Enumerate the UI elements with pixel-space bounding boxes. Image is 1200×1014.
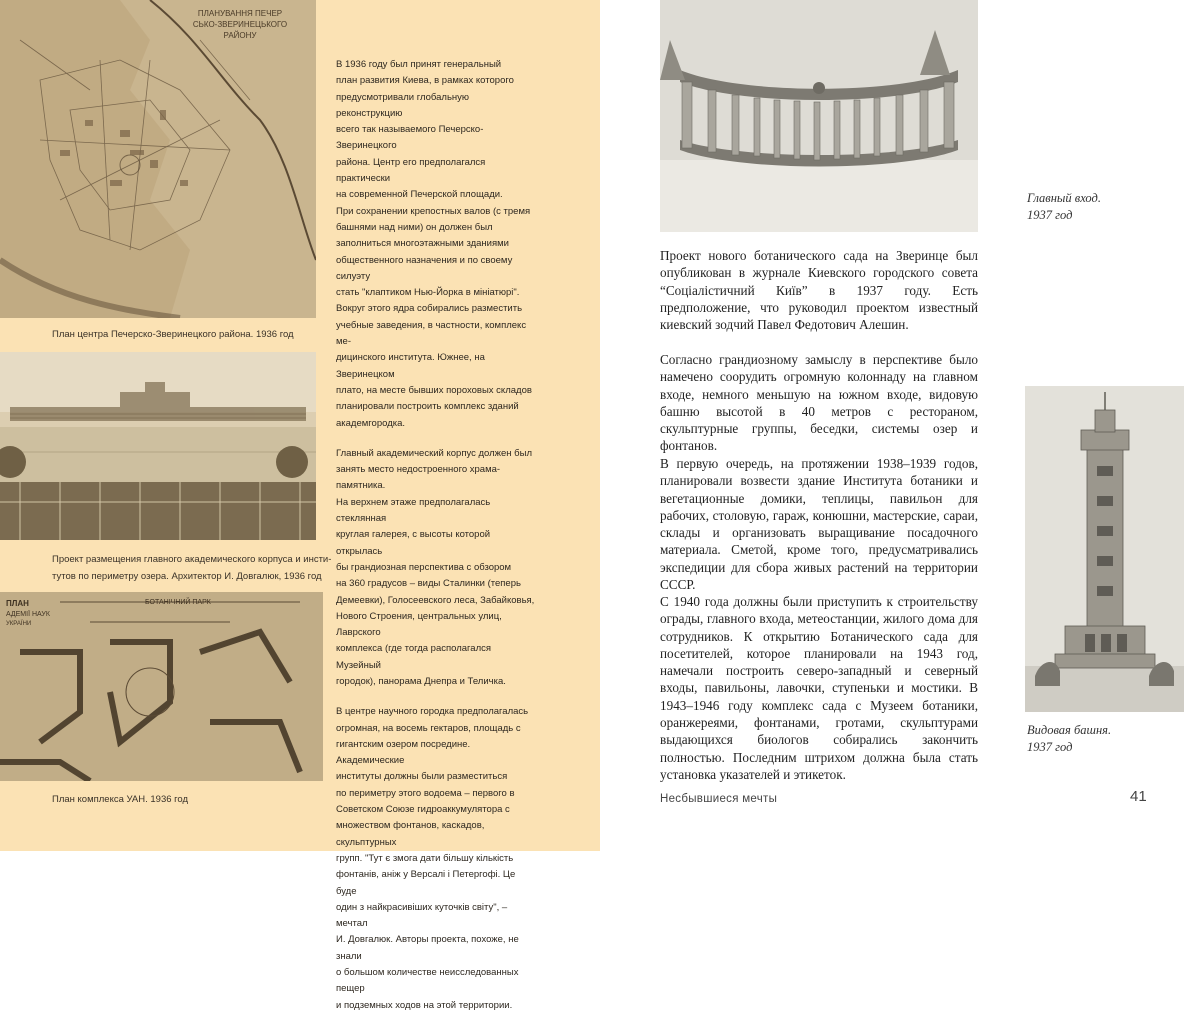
map-pechersk-district-svg: [0, 0, 316, 318]
left-text-line: гигантским озером посредине. Академические: [336, 738, 471, 767]
main-entrance-colonnade-image: [660, 0, 978, 232]
left-text-line: бы грандиозная перспектива с обзором: [336, 561, 512, 573]
uan-label-2: АДЕМІЇ НАУК: [6, 611, 50, 618]
tower-svg: [1025, 386, 1184, 712]
left-text-line: стать "клаптиком Нью-Йорка в мініатюрі".: [336, 287, 520, 299]
caption-academic-corpus-line-2: тутов по периметру озера. Архитектор И. Довгалюк, 1936 год: [52, 571, 322, 582]
caption-main-entrance-line-1: Главный вход.: [1027, 191, 1101, 205]
left-text-line: и подземных ходов на этой территории.: [336, 999, 513, 1011]
academic-corpus-svg: [0, 352, 316, 540]
left-text-line: занять место недостроенного храма-памятника.: [336, 464, 501, 492]
left-text-line: При сохранении крепостных валов (с тремя: [336, 205, 531, 217]
left-text-line: Вокруг этого ядра собирались разместить: [336, 303, 523, 315]
left-text-line: академгородка.: [336, 417, 406, 429]
left-text-line: всего так называемого Печерско-Зверинецкого: [336, 124, 484, 152]
left-text-line: В центре научного городка предполагалась: [336, 706, 529, 718]
left-text-line: на современной Печерской площади.: [336, 189, 503, 201]
uan-label-1: ПЛАН: [6, 599, 29, 608]
left-text-line: плато, на месте бывших пороховых складов: [336, 384, 532, 396]
left-text-line: по периметру этого водоема – первого в: [336, 787, 515, 799]
right-paragraph-2: [660, 351, 978, 455]
right-paragraph-4: [660, 593, 978, 783]
left-text-line: огромная, на восемь гектаров, площадь с: [336, 722, 521, 734]
left-text-line: На верхнем этаже предполагалась стеклянная: [336, 496, 491, 525]
right-paragraph-1: [660, 247, 978, 333]
left-text-line: групп. "Тут є змога дати більшу кількість: [336, 852, 514, 864]
left-text-line: городок), панорама Днепра и Теличка.: [336, 675, 506, 687]
caption-academic-corpus-line-1: Проект размещения главного академического корпуса и инсти-: [52, 554, 332, 565]
left-text-line: дицинского института. Южнее, на Зверинецком: [336, 352, 485, 380]
right-paragraph-text: Согласно грандиозному замыслу в перспективе было намечено соорудить огромную колоннаду на главном входе, немного меньшую на южном входе, видовую башню высотой в 40 метров с рестораном, скульптурные группы, беседки, системы озер и фонтанов.: [660, 352, 978, 454]
right-paragraph-text: В первую очередь, на протяжении 1938–1939 годов, планировали возвести здание Института ботаники и вегетационные домики, теплицы, павильон для рабочих, столовую, гараж, конюшни, мастерские, сараи, склады и организовать выращивание посадочного материала. Сметой, кроме того, предусматривались экспедиции для сбора живых растений на территории СССР.: [660, 456, 978, 593]
caption-tower-line-2: 1937 год: [1027, 740, 1073, 754]
academic-corpus-drawing-image: [0, 352, 316, 540]
uan-complex-svg: [0, 592, 323, 781]
left-text-line: башнями над ними) он должен был: [336, 221, 493, 233]
colonnade-svg: [660, 0, 978, 232]
view-tower-image: [1025, 386, 1184, 712]
left-text-line: предусмотривали глобальную реконструкцию: [336, 91, 470, 119]
left-text-column: [336, 57, 536, 1014]
uan-label-3: УКРАЇНИ: [6, 621, 32, 627]
page-number: 41: [1130, 788, 1147, 805]
left-text-line: множеством фонтанов, каскадов, скульптурных: [336, 820, 485, 848]
map-pechersk-district-image: [0, 0, 316, 318]
left-page: [0, 0, 600, 1011]
right-paragraph-text: Проект нового ботанического сада на Зверинце был опубликован в журнале Киевского городского совета “Соціалістичний Київ” в 1937 году. Есть предположение, что руководил проектом известный киевский зодчий Павел Федотович Алешин.: [660, 248, 978, 333]
left-text-line: планировали построить комплекс зданий: [336, 401, 519, 413]
left-text-line: круглая галерея, с высоты которой открылась: [336, 529, 491, 557]
left-text-line: о большом количестве неисследованных пещер: [336, 967, 519, 995]
map-label-district-2: СЬКО-ЗВЕРИНЕЦЬКОГО: [192, 20, 288, 29]
uan-complex-plan-image: [0, 592, 323, 781]
right-paragraph-3: [660, 455, 978, 593]
left-text-line: Главный академический корпус должен был: [336, 447, 532, 459]
left-text-line: заполниться многоэтажными зданиями: [336, 238, 509, 250]
left-text-line: И. Довгалюк. Авторы проекта, похоже, не знали: [336, 934, 519, 962]
left-text-line: Нового Строения, центральных улиц, Лаврского: [336, 610, 502, 639]
left-text-line: комплекса (где тогда располагался Музейный: [336, 643, 492, 671]
left-text-line: Демеевки), Голосеевского леса, Забайковья,: [336, 594, 535, 606]
map-label-district-1: ПЛАНУВАННЯ ПЕЧЕР: [197, 9, 283, 18]
left-text-line: план развития Киева, в рамках которого: [336, 75, 514, 87]
left-text-line: В 1936 году был принят генеральный: [336, 59, 502, 70]
map-label-district-3: РАЙОНУ: [223, 31, 257, 40]
left-text-line: Советском Союзе гидроаккумулятора с: [336, 804, 510, 816]
caption-uan-complex: План комплекса УАН. 1936 год: [52, 794, 189, 805]
left-text-line: района. Центр его предполагался практически: [336, 156, 486, 185]
left-text-spacer: [336, 690, 536, 704]
left-text-line: общественного назначения и по своему силуэту: [336, 254, 513, 282]
left-text-line: институты должны были разместиться: [336, 771, 508, 783]
left-text-line: фонтанів, аніж у Версалі і Петергофі. Це буде: [336, 869, 516, 897]
left-text-spacer: [336, 432, 536, 446]
caption-map-center: План центра Печерско-Зверинецкого района. 1936 год: [52, 329, 294, 340]
left-text-line: на 360 градусов – виды Сталинки (теперь: [336, 578, 521, 590]
caption-main-entrance-line-2: 1937 год: [1027, 208, 1073, 222]
left-text-line: учебные заведения, в частности, комплекс ме-: [336, 319, 527, 348]
uan-label-garden: БОТАНІЧНИЙ ПАРК: [145, 599, 211, 606]
footer-chapter-title: Несбывшиеся мечты: [660, 793, 778, 805]
caption-tower-line-1: Видовая башня.: [1027, 723, 1112, 737]
right-paragraph-text: С 1940 года должны были приступить к строительству ограды, главного входа, метеостанции, жилого дома для сотрудников. К открытию Ботанического сада для посетителей, которое планировали на 1943 год, намечали построить северо-западный и северный входы, павильоны, лавочки, ступеньки и мостики. В 1943–1946 году комплекс сада с Музеем ботаники, оранжереями, фонтанами, гротами, скульптурами выдающихся биологов собирались закончить полностью. Последним штрихом должна была стать установка указателей и этикеток.: [660, 594, 978, 782]
left-text-line: один з найкрасивіших куточків світу", – мечтал: [336, 901, 508, 930]
